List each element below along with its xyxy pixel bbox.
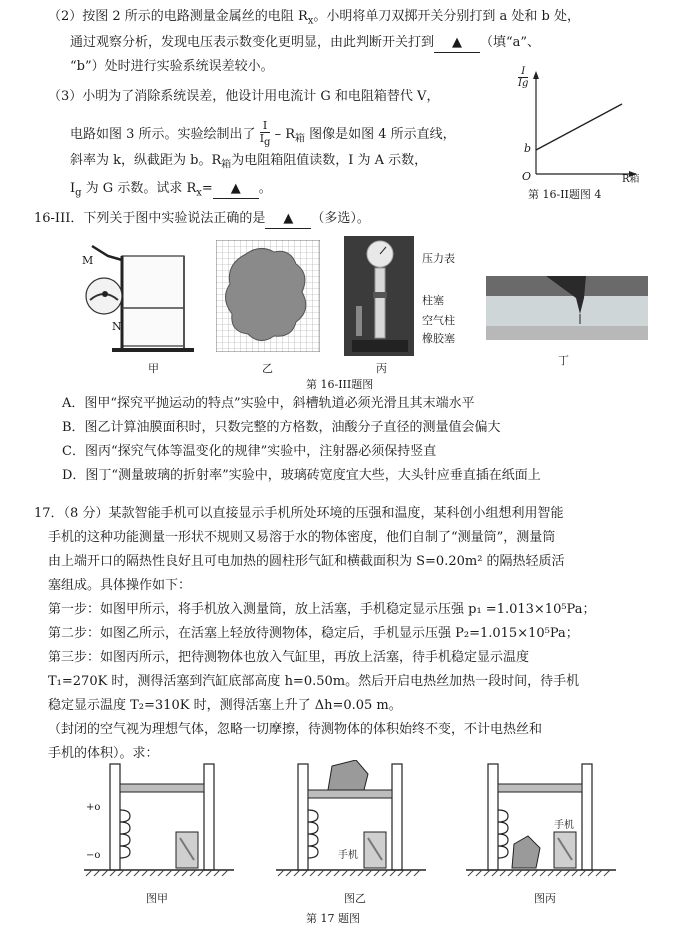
fig-ding-label: 丁 xyxy=(558,354,569,367)
fig4-x-label: R箱 xyxy=(622,174,640,185)
figure-17-jia xyxy=(84,760,234,884)
label-rubber-stopper: 橡胶塞 xyxy=(422,332,455,345)
figure-17-yi xyxy=(276,760,426,884)
fig4-intercept-label: b xyxy=(524,142,532,155)
figure-ding-glass xyxy=(486,276,648,340)
fraction: $\frac{I}{I_g}$ xyxy=(259,119,271,149)
q17-step2: 第二步：如图乙所示，在活塞上轻放待测物体，稳定后，手机显示压强 P₂=1.015×10⁵Pa； xyxy=(48,626,579,641)
answer-blank: ▲ xyxy=(265,210,311,229)
phone-label: 手机 xyxy=(554,820,574,831)
label-air-column: 空气柱 xyxy=(422,314,455,327)
plus-terminal: +o xyxy=(86,802,101,813)
label-plunger: 柱塞 xyxy=(422,294,444,307)
q16-3-line2: 电路如图 3 所示。实验绘制出了 $\frac{I}{I_g}$ – $R_箱$ 图像是如图 4 所示直线， xyxy=(70,119,456,149)
q17-step3: 第三步：如图丙所示，把待测物体也放入气缸里，再放上活塞，待手机稳定显示温度 xyxy=(48,650,530,665)
fig-jia-label: 甲 xyxy=(148,362,159,375)
q17-line9: 稳定显示温度 T₂=310K 时，测得活塞上升了 Δh=0.05 m。 xyxy=(48,698,402,713)
figure-jia-apparatus xyxy=(78,238,208,358)
fig4-y-label: I Ig xyxy=(518,66,529,89)
fig17-yi-label: 图乙 xyxy=(344,892,366,905)
q17-line2: 手机的这种功能测量一形状不规则又易溶于水的物体密度，他们自制了“测量筒”，测量筒 xyxy=(48,530,556,545)
option-c: C．图丙“探究气体等温变化的规律”实验中，注射器必须保持竖直 xyxy=(62,444,437,459)
figure-4-graph xyxy=(510,66,640,196)
q17-line8: T₁=270K 时，测得活塞到汽缸底部高度 h=0.50m。然后开启电热丝加热一段时间，待手机 xyxy=(48,674,580,689)
figure-17-caption: 第 17 题图 xyxy=(306,912,360,925)
label-m: M xyxy=(82,254,94,267)
option-a: A．图甲“探究平抛运动的特点”实验中，斜槽轨道必须光滑且其末端水平 xyxy=(62,396,475,411)
q17-step1: 第一步：如图甲所示，将手机放入测量筒，放上活塞，手机稳定显示压强 p₁ =1.013×10⁵Pa； xyxy=(48,602,596,617)
q16-3-line1: （3）小明为了消除系统误差，他设计用电流计 G 和电阻箱替代 V， xyxy=(48,89,440,104)
figure-4-caption: 第 16-II题图 4 xyxy=(528,188,602,201)
fig-yi-label: 乙 xyxy=(262,362,273,375)
answer-blank: ▲ xyxy=(213,180,259,199)
option-b: B．图乙计算油膜面积时，只数完整的方格数，油酸分子直径的测量值会偏大 xyxy=(62,420,501,435)
figure-bing-syringe xyxy=(344,236,464,358)
fig4-origin-label: O xyxy=(522,170,532,183)
answer-blank: ▲ xyxy=(434,34,480,53)
q16-3-line4: $I_g$ 为 G 示数。试求 $R_x=$ ▲ 。 xyxy=(70,181,272,199)
fig17-jia-label: 图甲 xyxy=(146,892,168,905)
option-d: D．图丁“测量玻璃的折射率”实验中，玻璃砖宽度宜大些，大头针应垂直插在纸面上 xyxy=(62,468,541,483)
q17-line10: （封闭的空气视为理想气体，忽略一切摩擦，待测物体的体积始终不变，不计电热丝和 xyxy=(48,722,543,737)
q16-2-line2: 通过观察分析，发现电压表示数变化更明显，由此判断开关打到 ▲ （填“a”、 xyxy=(70,34,540,53)
q16-2-line3: “b”）处时进行实验系统误差较小。 xyxy=(70,59,274,74)
fig17-bing-label: 图丙 xyxy=(534,892,556,905)
q17-head: 17．（8 分）某款智能手机可以直接显示手机所处环境的压强和温度，某科创小组想利用智能 xyxy=(34,506,564,521)
figure-yi-oil-film xyxy=(216,240,320,352)
phone-label: 手机 xyxy=(338,850,358,861)
fig-bing-label: 丙 xyxy=(376,362,387,375)
q16-2-line1: （2）按图 2 所示的电路测量金属丝的电阻 $R_x$。小明将单刀双掷开关分别打到 a 处和 b 处， xyxy=(48,9,580,27)
q16-III-stem: 16-III．下列关于图中实验说法正确的是 ▲ （多选）。 xyxy=(34,210,370,229)
minus-terminal: −o xyxy=(86,850,101,861)
q17-line3: 由上端开口的隔热性良好且可电加热的圆柱形气缸和横截面积为 S=0.20m² 的隔热轻质活 xyxy=(48,554,565,569)
figure-17-bing xyxy=(466,760,616,884)
q16-3-line3: 斜率为 k，纵截距为 b。$R_箱$为电阻箱阻值读数，I 为 A 示数， xyxy=(70,153,428,171)
q17-line4: 塞组成。具体操作如下： xyxy=(48,578,192,593)
figure-16-III-caption: 第 16-III题图 xyxy=(306,378,374,391)
label-n: N xyxy=(112,320,122,333)
label-pressure-gauge: 压力表 xyxy=(422,252,455,265)
q17-line11: 手机的体积）。求： xyxy=(48,746,159,761)
